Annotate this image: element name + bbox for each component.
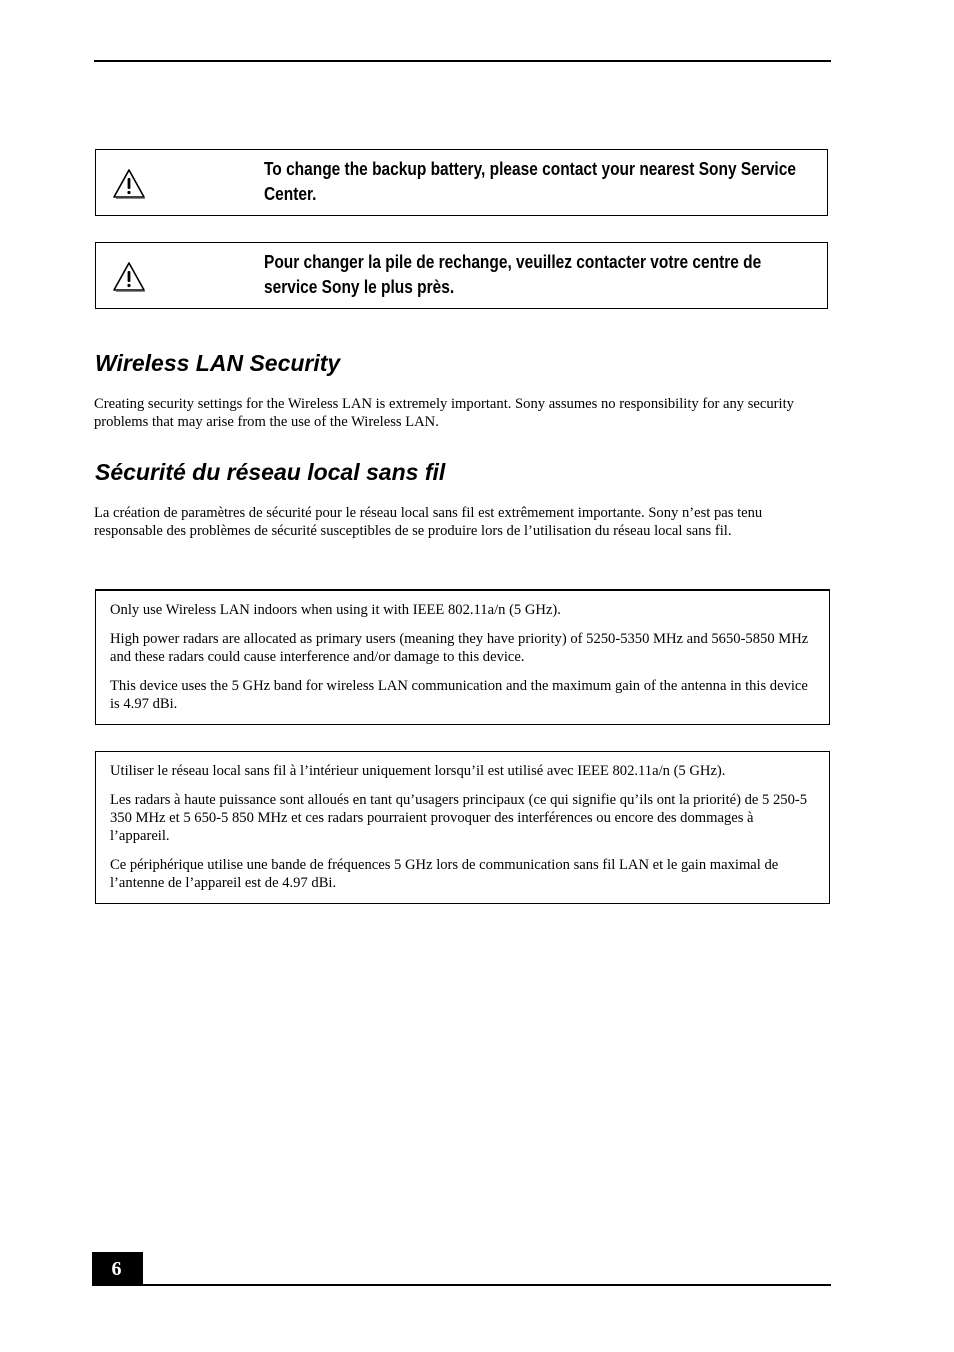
notice-paragraph: Les radars à haute puissance sont alloués en tant qu’usagers principaux (ce qui signifie qu’ils ont la priorité) de 5 250-5 350 MHz et 5 650-5 850 MHz et ces radars pourraient provoquer des interférences ou encore des dommages à l’appareil. [110,792,808,844]
warning-box-english [95,149,828,216]
notice-paragraph: This device uses the 5 GHz band for wireless LAN communication and the maximum gain of the antenna in this device is 4.97 dBi. [110,678,808,712]
warning-triangle-icon [112,168,146,200]
warning-text: Pour changer la pile de rechange, veuillez contacter votre centre de service Sony le plus près. [264,252,762,297]
warning-triangle-icon [112,261,146,293]
notice-paragraph: High power radars are allocated as primary users (meaning they have priority) of 5250-5350 MHz and 5650-5850 MHz and these radars could cause interference and/or damage to this device. [110,631,809,665]
footer-rule [143,1284,831,1286]
section-heading-securite-reseau: Sécurité du réseau local sans fil [95,459,446,485]
page-number: 6 [92,1252,143,1286]
warning-box-french [95,242,828,309]
section-body-wireless-lan-security: Creating security settings for the Wireless LAN is extremely important. Sony assumes no responsibility for any security problems that may arise from the use of the Wireless LAN. [94,396,794,430]
warning-text: To change the backup battery, please contact your nearest Sony Service Center. [264,159,796,204]
header-rule [94,60,831,62]
notice-paragraph: Utiliser le réseau local sans fil à l’intérieur uniquement lorsqu’il est utilisé avec IEEE 802.11a/n (5 GHz). [110,763,726,779]
notice-paragraph: Ce périphérique utilise une bande de fréquences 5 GHz lors de communication sans fil LAN et le gain maximal de l’antenne de l’appareil est de 4.97 dBi. [110,857,779,891]
notice-box-french [95,751,830,904]
section-heading-wireless-lan-security: Wireless LAN Security [95,350,341,376]
notice-paragraph: Only use Wireless LAN indoors when using it with IEEE 802.11a/n (5 GHz). [110,602,561,618]
section-body-securite-reseau: La création de paramètres de sécurité pour le réseau local sans fil est extrêmement importante. Sony n’est pas tenu responsable des problèmes de sécurité susceptibles de se produire lors de l’utilisation du réseau local sans fil. [94,505,763,539]
notice-box-english [95,589,830,725]
